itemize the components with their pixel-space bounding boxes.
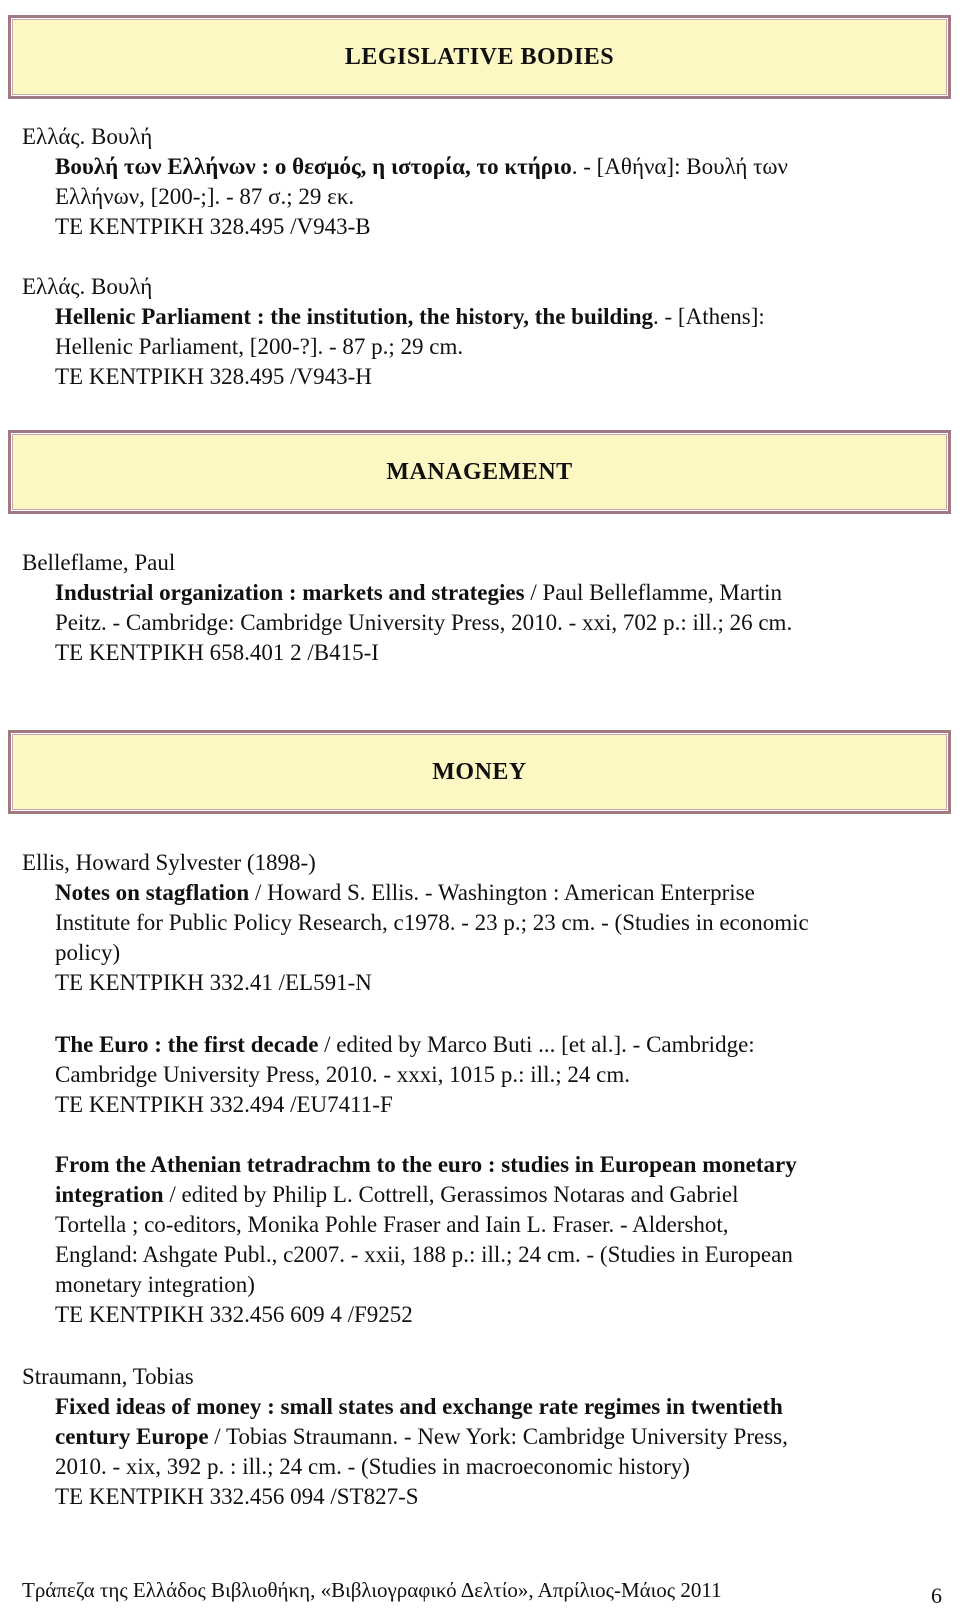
entry-title-line bbox=[55, 1150, 937, 1180]
entry-title: Βουλή των Ελλήνων : ο θεσμός, η ιστορία, το κτήριο bbox=[55, 154, 572, 179]
entry-title: Notes on stagflation bbox=[55, 880, 250, 905]
entry-title-line bbox=[55, 1392, 937, 1422]
entry-description: monetary integration) bbox=[55, 1272, 255, 1297]
page-footer bbox=[22, 1577, 942, 1608]
entry-author: Belleflame, Paul bbox=[22, 550, 176, 575]
entry-call-number: ΤΕ ΚΕΝΤΡΙΚΗ 328.495 /V943-H bbox=[55, 364, 372, 389]
entry-call-number: ΤΕ ΚΕΝΤΡΙΚΗ 332.494 /EU7411-F bbox=[55, 1092, 393, 1117]
entry-author: Ελλάς. Βουλή bbox=[22, 274, 153, 299]
entry-description: policy) bbox=[55, 940, 121, 965]
section-banner-management bbox=[8, 430, 951, 514]
entry-description: Tortella ; co-editors, Monika Pohle Fraser and Iain L. Fraser. - Aldershot, bbox=[55, 1212, 729, 1237]
entry-title-line bbox=[55, 1180, 937, 1210]
catalog-entry bbox=[22, 272, 937, 392]
footer-text: Τράπεζα της Ελλάδος Βιβλιοθήκη, «Βιβλιογραφικό Δελτίο», Απρίλιος-Μάιος 2011 bbox=[22, 1578, 722, 1602]
catalog-entry bbox=[22, 1150, 937, 1330]
entry-description: 2010. - xix, 392 p. : ill.; 24 cm. - (Studies in macroeconomic history) bbox=[55, 1454, 690, 1479]
entry-title: Industrial organization : markets and strategies bbox=[55, 580, 525, 605]
section-heading: MONEY bbox=[432, 758, 527, 785]
entry-title-line bbox=[55, 878, 937, 908]
entry-author: Straumann, Tobias bbox=[22, 1364, 194, 1389]
entry-title-line bbox=[55, 1030, 937, 1060]
entry-title-line bbox=[55, 578, 937, 608]
catalog-entry bbox=[22, 1362, 937, 1512]
entry-title-continued: integration bbox=[55, 1182, 164, 1207]
entry-description: England: Ashgate Publ., c2007. - xxii, 188 p.: ill.; 24 cm. - (Studies in European bbox=[55, 1242, 793, 1267]
catalog-entry bbox=[22, 548, 937, 668]
section-heading: MANAGEMENT bbox=[386, 458, 573, 485]
entry-title: From the Athenian tetradrachm to the euro : studies in European monetary bbox=[55, 1152, 797, 1177]
entry-description: Ελλήνων, [200-;]. - 87 σ.; 29 εκ. bbox=[55, 184, 355, 209]
entry-publication: / Howard S. Ellis. - Washington : American Enterprise bbox=[249, 880, 755, 905]
entry-publication: / Tobias Straumann. - New York: Cambridge University Press, bbox=[208, 1424, 788, 1449]
entry-title: Fixed ideas of money : small states and exchange rate regimes in twentieth bbox=[55, 1394, 783, 1419]
entry-publication: / Paul Belleflamme, Martin bbox=[524, 580, 782, 605]
entry-title-continued: century Europe bbox=[55, 1424, 209, 1449]
entry-author: Ελλάς. Βουλή bbox=[22, 124, 153, 149]
entry-call-number: ΤΕ ΚΕΝΤΡΙΚΗ 658.401 2 /B415-I bbox=[55, 640, 379, 665]
entry-call-number: ΤΕ ΚΕΝΤΡΙΚΗ 332.456 094 /ST827-S bbox=[55, 1484, 419, 1509]
entry-title: Hellenic Parliament : the institution, the history, the building bbox=[55, 304, 654, 329]
entry-publication: . - [Athens]: bbox=[653, 304, 765, 329]
entry-title-line bbox=[55, 1422, 937, 1452]
entry-call-number: ΤΕ ΚΕΝΤΡΙΚΗ 328.495 /V943-B bbox=[55, 214, 371, 239]
entry-call-number: ΤΕ ΚΕΝΤΡΙΚΗ 332.41 /EL591-N bbox=[55, 970, 372, 995]
section-banner-money bbox=[8, 730, 951, 814]
entry-title-line bbox=[55, 152, 937, 182]
catalog-entry bbox=[22, 848, 937, 998]
entry-author: Ellis, Howard Sylvester (1898-) bbox=[22, 850, 316, 875]
entry-publication: / edited by Marco Buti ... [et al.]. - Cambridge: bbox=[318, 1032, 755, 1057]
entry-description: Hellenic Parliament, [200-?]. - 87 p.; 29 cm. bbox=[55, 334, 464, 359]
entry-publication: . - [Αθήνα]: Βουλή των bbox=[571, 154, 788, 179]
entry-call-number: ΤΕ ΚΕΝΤΡΙΚΗ 332.456 609 4 /F9252 bbox=[55, 1302, 413, 1327]
entry-description: Peitz. - Cambridge: Cambridge University Press, 2010. - xxi, 702 p.: ill.; 26 cm. bbox=[55, 610, 793, 635]
entry-title: The Euro : the first decade bbox=[55, 1032, 319, 1057]
entry-publication: / edited by Philip L. Cottrell, Gerassimos Notaras and Gabriel bbox=[163, 1182, 739, 1207]
page-number: 6 bbox=[931, 1583, 942, 1608]
section-banner-legislative-bodies bbox=[8, 15, 951, 99]
section-heading: LEGISLATIVE BODIES bbox=[344, 43, 615, 70]
entry-description: Cambridge University Press, 2010. - xxxi, 1015 p.: ill.; 24 cm. bbox=[55, 1062, 630, 1087]
entry-description: Institute for Public Policy Research, c1978. - 23 p.; 23 cm. - (Studies in economic bbox=[55, 910, 809, 935]
catalog-entry bbox=[22, 122, 937, 242]
entry-title-line bbox=[55, 302, 937, 332]
catalog-entry bbox=[22, 1030, 937, 1120]
